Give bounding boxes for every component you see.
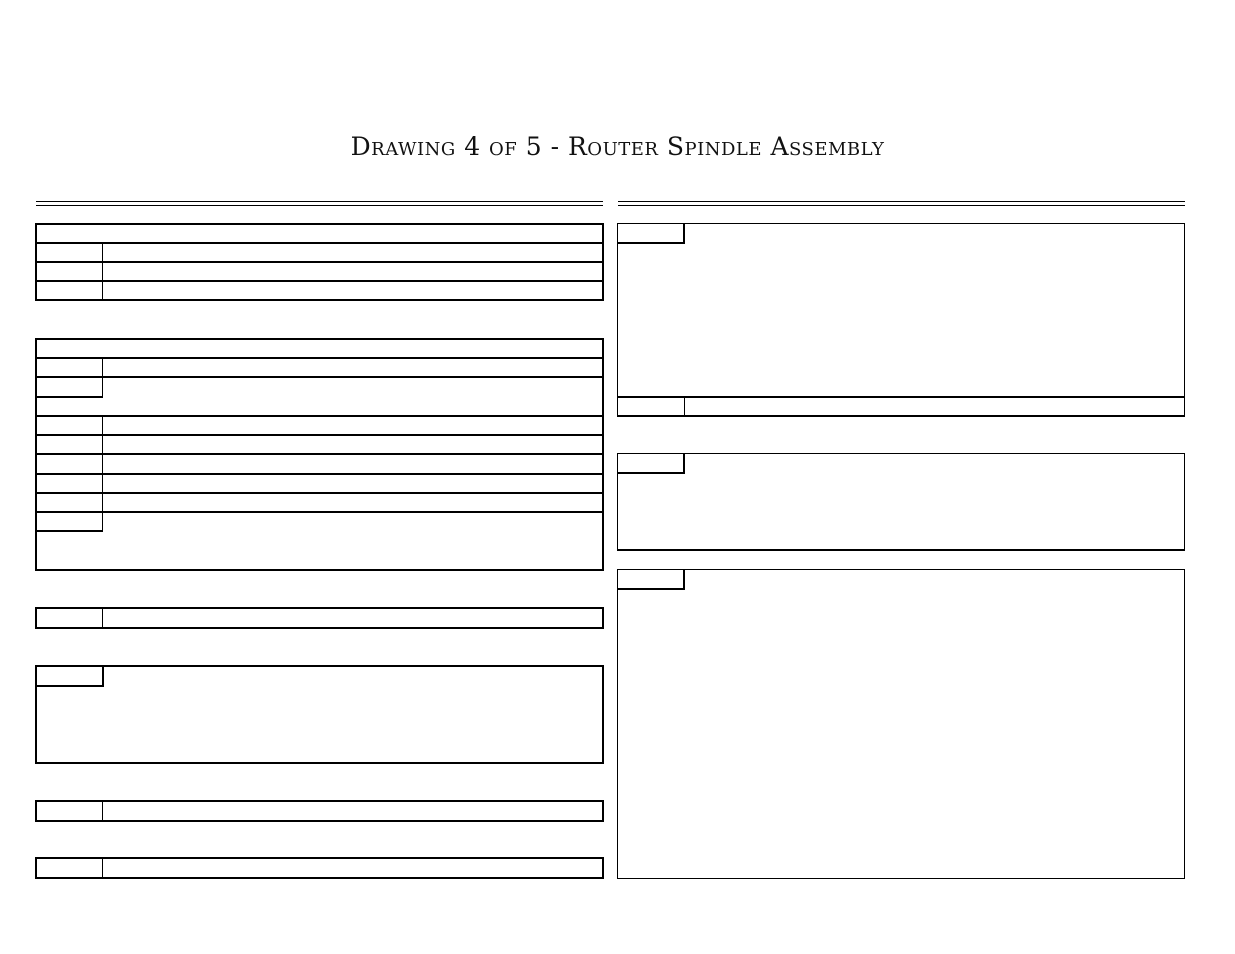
left-section-b-tab-bottom-2: [35, 530, 103, 532]
left-section-b-divider-3: [35, 415, 604, 417]
left-double-rule: [36, 201, 603, 206]
left-section-b-divider-7: [35, 492, 604, 494]
left-section-a-divider-2: [35, 261, 604, 263]
left-section-b-divider-4: [35, 434, 604, 436]
left-section-b-divider-8: [35, 511, 604, 513]
left-section-b-col-2: [102, 416, 103, 531]
left-section-b-tab-bottom: [35, 396, 103, 398]
left-section-d: [35, 665, 604, 764]
left-section-f-column-divider: [102, 858, 103, 878]
left-section-c-column-divider: [102, 608, 103, 628]
right-section-h: [617, 453, 1185, 551]
right-section-g: [617, 223, 1185, 417]
left-section-a-divider-1: [35, 242, 604, 244]
right-section-g-tab: [618, 224, 685, 244]
right-section-g-column-divider: [684, 397, 685, 416]
left-section-a-column-divider: [102, 243, 103, 300]
left-section-a-divider-3: [35, 280, 604, 282]
right-section-g-bottom: [617, 415, 1185, 417]
left-section-b-divider-1: [35, 357, 604, 359]
left-section-b-col-1: [102, 358, 103, 397]
left-section-e-column-divider: [102, 801, 103, 821]
page-title: Drawing 4 of 5 - Router Spindle Assembly: [350, 132, 885, 161]
right-section-h-bottom: [617, 549, 1185, 551]
left-section-b-divider-5: [35, 453, 604, 455]
left-section-b-divider-6: [35, 473, 604, 475]
left-section-e: [35, 800, 604, 822]
right-section-i: [617, 569, 1185, 879]
right-double-rule: [618, 201, 1185, 206]
right-section-i-tab: [618, 570, 685, 590]
right-section-g-divider: [617, 396, 1185, 398]
right-section-h-tab: [618, 454, 685, 474]
left-section-b-divider-2: [35, 376, 604, 378]
left-section-f: [35, 857, 604, 879]
left-section-c: [35, 607, 604, 629]
left-section-d-tab: [36, 666, 104, 687]
